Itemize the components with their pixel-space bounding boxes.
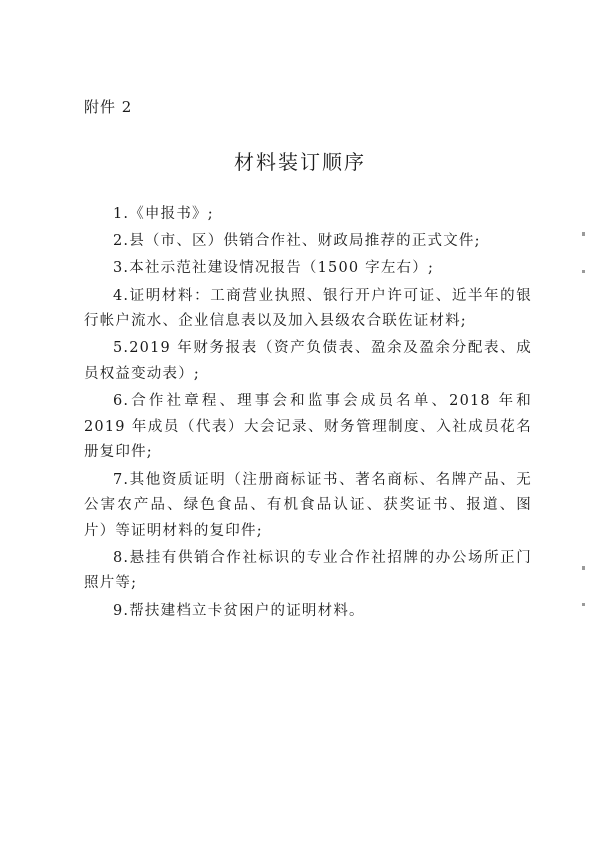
list-item: 8.悬挂有供销合作社标识的专业合作社招牌的办公场所正门照片等; bbox=[84, 549, 532, 592]
list-item: 7.其他资质证明（注册商标证书、著名商标、名牌产品、无公害农产品、绿色食品、有机食品认证、获奖证书、报道、图片）等证明材料的复印件; bbox=[84, 471, 532, 539]
scan-mark bbox=[582, 270, 585, 273]
list-item: 1.《申报书》; bbox=[113, 206, 214, 222]
list-item: 4.证明材料：工商营业执照、银行开户许可证、近半年的银行帐户流水、企业信息表以及加入县级农合联佐证材料; bbox=[84, 287, 532, 330]
list-item: 2.县（市、区）供销合作社、财政局推荐的正式文件; bbox=[113, 233, 481, 250]
scan-mark bbox=[582, 232, 585, 236]
scan-mark bbox=[582, 603, 585, 606]
list-item: 3.本社示范社建设情况报告（1500 字左右）; bbox=[113, 260, 435, 277]
page-title: 材料装订顺序 bbox=[234, 150, 366, 174]
list-item: 5.2019 年财务报表（资产负债表、盈余及盈余分配表、成员权益变动表）; bbox=[84, 340, 532, 382]
materials-list bbox=[84, 202, 532, 626]
scan-mark bbox=[582, 566, 585, 570]
attachment-label: 附件 2 bbox=[84, 98, 133, 116]
list-item: 9.帮扶建档立卡贫困户的证明材料。 bbox=[113, 602, 365, 619]
list-item: 6.合作社章程、理事会和监事会成员名单、2018 年和 2019 年成员（代表）大会记录、财务管理制度、入社成员花名册复印件; bbox=[84, 393, 532, 461]
